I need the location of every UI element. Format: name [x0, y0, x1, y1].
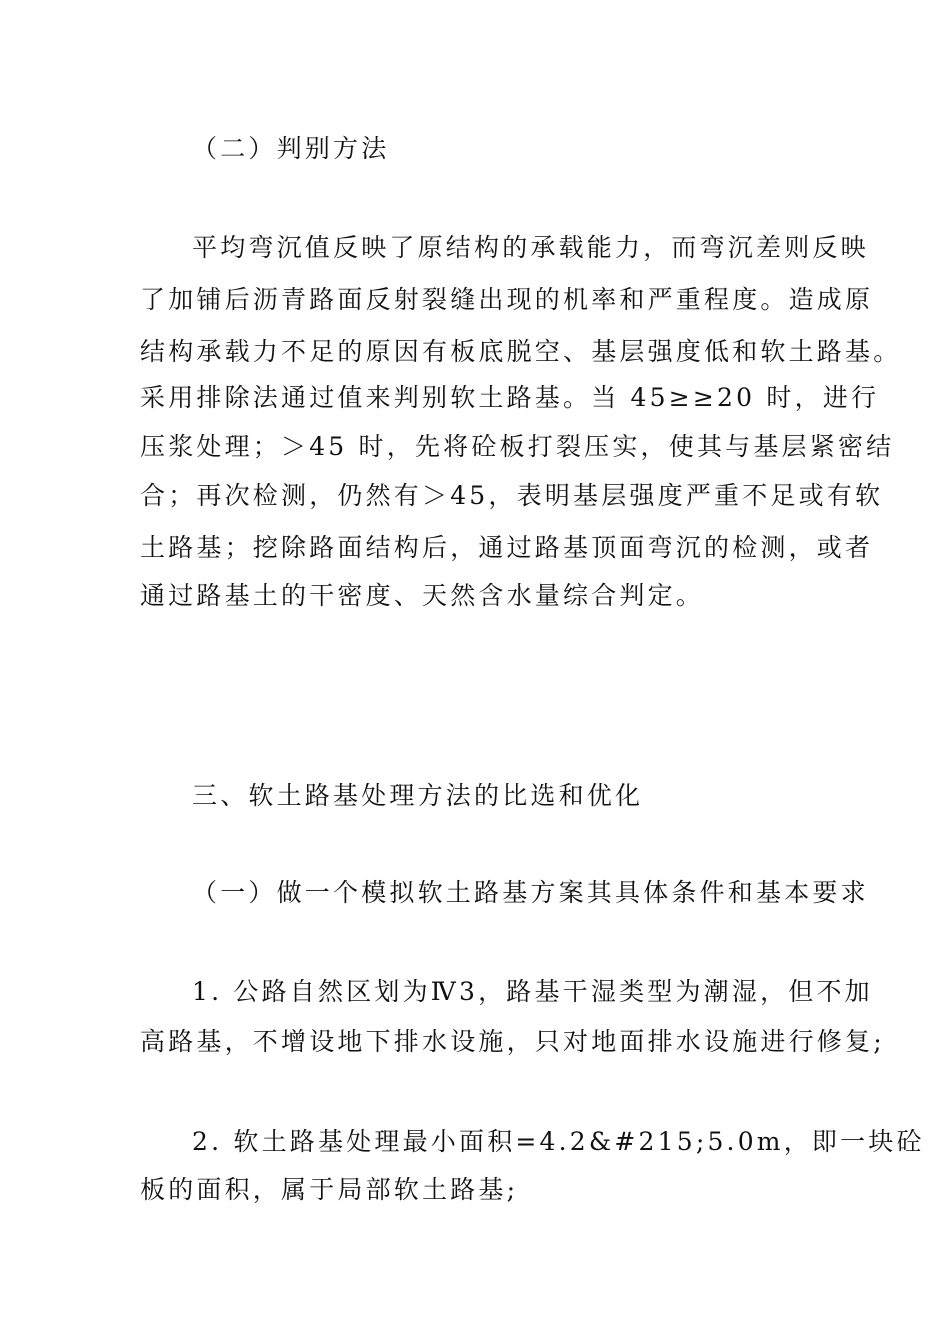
list-item-line: 板的面积，属于局部软土路基; [140, 1175, 519, 1204]
paragraph-line: 合；再次检测，仍然有＞45，表明基层强度严重不足或有软 [140, 481, 884, 510]
paragraph-line: 压浆处理；＞45 时，先将砼板打裂压实，使其与基层紧密结 [140, 432, 895, 461]
paragraph-line: 了加铺后沥青路面反射裂缝出现的机率和严重程度。造成原 [140, 285, 874, 314]
paragraph-line: 土路基；挖除路面结构后，通过路基顶面弯沉的检测，或者 [140, 533, 874, 562]
section-heading-comparison: 三、软土路基处理方法的比选和优化 [192, 781, 644, 810]
subsection-heading-simulation: （一）做一个模拟软土路基方案其具体条件和基本要求 [192, 878, 869, 907]
paragraph-line: 结构承载力不足的原因有板底脱空、基层强度低和软土路基。 [140, 337, 902, 366]
list-item-line: 1. 公路自然区划为Ⅳ3，路基干湿类型为潮湿，但不加 [192, 977, 873, 1006]
paragraph-line: 平均弯沉值反映了原结构的承载能力，而弯沉差则反映 [192, 233, 869, 262]
list-item-line: 高路基，不增设地下排水设施，只对地面排水设施进行修复; [140, 1027, 885, 1056]
paragraph-line: 采用排除法通过值来判别软土路基。当 45≥≥20 时，进行 [140, 383, 880, 412]
section-heading-judgement-method: （二）判别方法 [192, 134, 390, 163]
list-item-line: 2. 软土路基处理最小面积=4.2&#215;5.0m，即一块砼 [192, 1127, 925, 1156]
paragraph-line: 通过路基土的干密度、天然含水量综合判定。 [140, 581, 705, 610]
